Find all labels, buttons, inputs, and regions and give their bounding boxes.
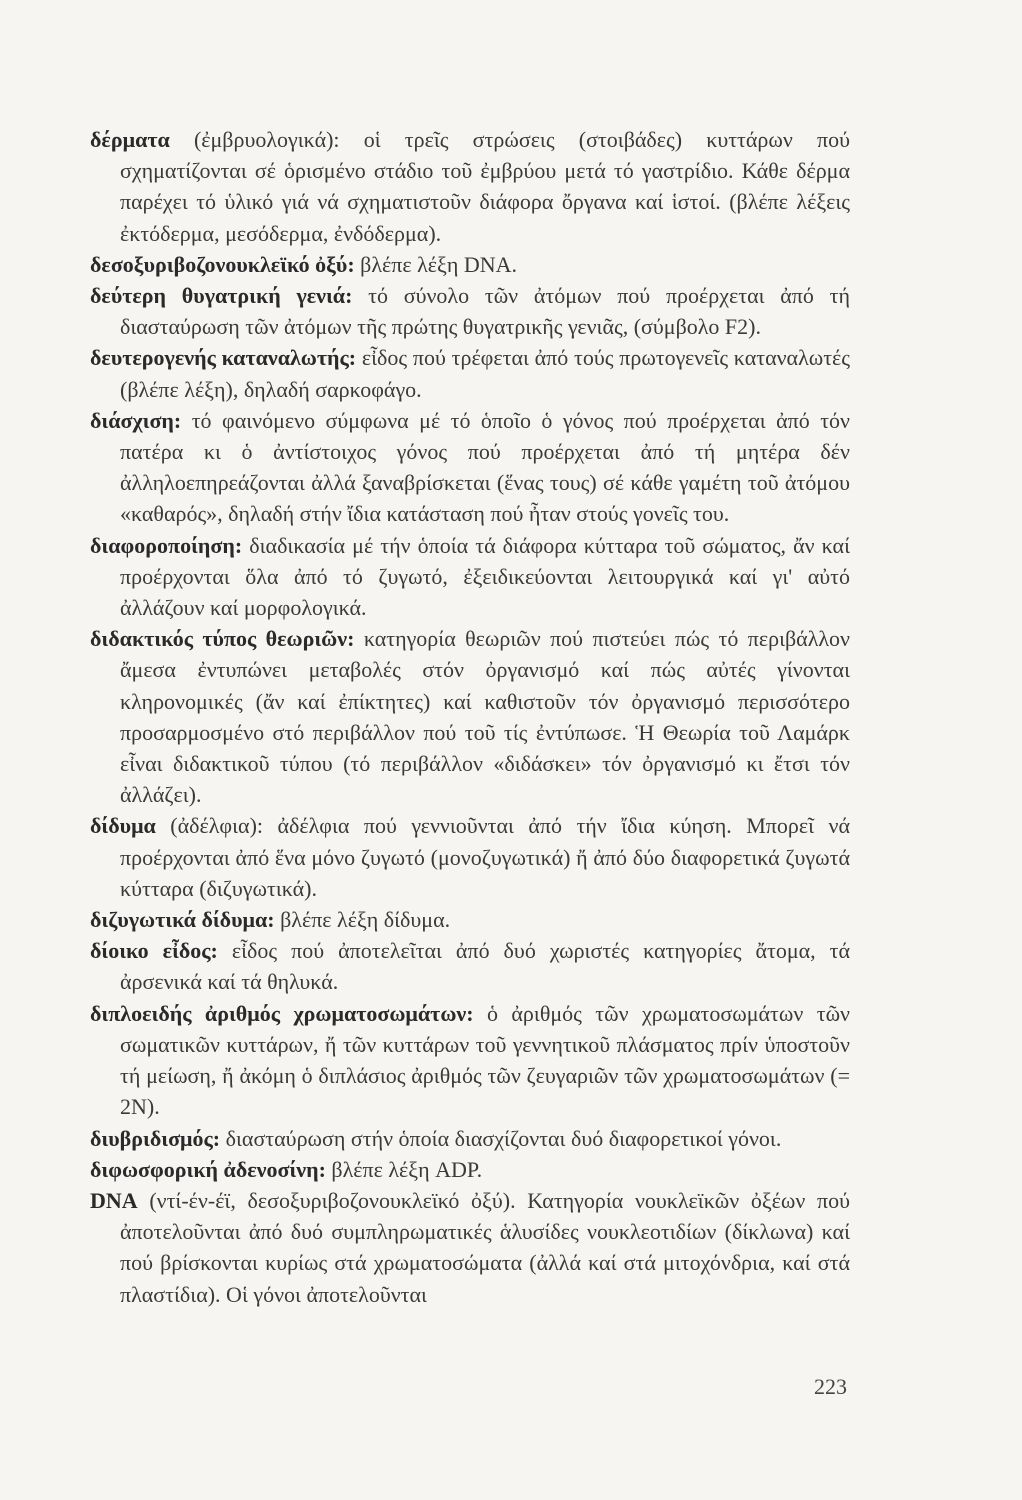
entry-definition: βλέπε λέξη δίδυμα. bbox=[274, 907, 451, 933]
entry-definition: εἶδος πού ἀποτελεῖται ἀπό δυό χωριστές κατηγορίες ἄτομα, τά ἀρσενικά καί τά θηλυκά. bbox=[120, 938, 850, 995]
glossary-entry bbox=[90, 280, 850, 342]
entry-definition: ὁ ἀριθμός τῶν χρωματοσωμάτων τῶν σωματικῶν κυττάρων, ἤ τῶν κυττάρων τοῦ γεννητικοῦ πλάσματος πρίν ὑποστοῦν τή μείωση, ἤ ἀκόμη ὁ διπλάσιος ἀριθμός τῶν ζευγαριῶν τῶν χρωματοσωμάτων (= 2N). bbox=[120, 1000, 850, 1120]
entry-term: δεσοξυριβοζονουκλεϊκό ὀξύ: bbox=[90, 251, 355, 277]
entry-term: DNA bbox=[90, 1187, 138, 1213]
entry-term: διυβριδισμός: bbox=[90, 1125, 221, 1151]
entry-definition: διασταύρωση στήν ὁποία διασχίζονται δυό διαφορετικοί γόνοι. bbox=[220, 1125, 782, 1151]
entry-definition: (ἀδέλφια): ἀδέλφια πού γεννιοῦνται ἀπό τήν ἴδια κύηση. Μπορεῖ νά προέρχονται ἀπό ἕνα μόνο ζυγωτό (μονοζυγωτικά) ἤ ἀπό δύο διαφορετικά ζυγωτά κύτταρα (διζυγωτικά). bbox=[120, 813, 850, 901]
glossary-list bbox=[90, 124, 850, 1310]
entry-definition: τό σύνολο τῶν ἀτόμων πού προέρχεται ἀπό τή διασταύρωση τῶν ἀτόμων τῆς πρώτης θυγατρικῆς γενιᾶς, (σύμβολο F2). bbox=[120, 283, 851, 340]
entry-term: διπλοειδής ἀριθμός χρωματοσωμάτων: bbox=[90, 1000, 474, 1026]
entry-definition: (ἐμβρυολογικά): οἱ τρεῖς στρώσεις (στοιβάδες) κυττάρων πού σχηματίζονται σέ ὁρισμένο στάδιο τοῦ ἐμβρύου μετά τό γαστρίδιο. Κάθε δέρμα παρέχει τό ὑλικό γιά νά σχηματιστοῦν διάφορα ὄργανα καί ἱστοί. (βλέπε λέξεις ἐκτόδερμα, μεσόδερμα, ἐνδόδερμα). bbox=[120, 127, 850, 246]
entry-term: διάσχιση: bbox=[90, 407, 182, 433]
glossary-entry bbox=[90, 810, 850, 904]
glossary-entry bbox=[90, 904, 850, 935]
entry-term: δίδυμα bbox=[90, 813, 156, 839]
entry-definition: κατηγορία θεωριῶν πού πιστεύει πώς τό περιβάλλον ἄμεσα ἐντυπώνει μεταβολές στόν ὀργανισμό καί πώς αὐτές γίνονται κληρονομικές (ἄν καί ἐπίκτητες) καί καθιστοῦν τόν ὀργανισμό περισσότερο προσαρμοσμένο στό περιβάλλον πού τοῦ τίς ἐντύπωσε. Ἡ Θεωρία τοῦ Λαμάρκ εἶναι διδακτικοῦ τύπου (τό περιβάλλον «διδάσκει» τόν ὀργανισμό κι ἔτσι τόν ἀλλάζει). bbox=[120, 626, 850, 808]
entry-definition: βλέπε λέξη DNA. bbox=[354, 251, 517, 277]
glossary-entry bbox=[90, 998, 850, 1123]
entry-term: δεύτερη θυγατρική γενιά: bbox=[90, 283, 353, 309]
glossary-entry bbox=[90, 623, 850, 810]
entry-definition: διαδικασία μέ τήν ὁποία τά διάφορα κύτταρα τοῦ σώματος, ἄν καί προέρχονται ὅλα ἀπό τό ζυγωτό, ἐξειδικεύονται λειτουργικά καί γι' αὐτό ἀλλάζουν καί μορφολογικά. bbox=[120, 532, 850, 621]
entry-term: δίοικο εἶδος: bbox=[90, 938, 218, 964]
glossary-entry bbox=[90, 530, 850, 624]
glossary-entry bbox=[90, 1185, 850, 1310]
entry-definition: τό φαινόμενο σύμφωνα μέ τό ὁποῖο ὁ γόνος πού προέρχεται ἀπό τόν πατέρα κι ὁ ἀντίστοιχος γόνος πού προέρχεται ἀπό τή μητέρα δέν ἀλληλοεπηρεάζονται ἀλλά ξαναβρίσκεται (ἕνας τους) σέ κάθε γαμέτη τοῦ ἀτόμου «καθαρός», δηλαδή στήν ἴδια κατάσταση πού ἦταν στούς γονεῖς του. bbox=[120, 407, 850, 527]
entry-term: διφωσφορική ἀδενοσίνη: bbox=[90, 1156, 326, 1182]
glossary-entry bbox=[90, 1154, 850, 1185]
entry-term: διδακτικός τύπος θεωριῶν: bbox=[90, 626, 355, 652]
glossary-entry bbox=[90, 342, 850, 404]
entry-term: διζυγωτικά δίδυμα: bbox=[90, 907, 275, 933]
entry-term: δευτερογενής καταναλωτής: bbox=[90, 345, 357, 371]
entry-term: δέρματα bbox=[90, 127, 170, 152]
entry-definition: εἶδος πού τρέφεται ἀπό τούς πρωτογενεῖς καταναλωτές (βλέπε λέξη), δηλαδή σαρκοφάγο. bbox=[120, 345, 851, 402]
glossary-entry bbox=[90, 935, 850, 997]
entry-definition: (ντί-έν-έϊ, δεσοξυριβοζονουκλεϊκό ὀξύ). Κατηγορία νουκλεϊκῶν ὀξέων πού ἀποτελοῦνται ἀπό δυό συμπληρωματικές ἁλυσίδες νουκλεοτιδίων (δίκλωνα) καί πού βρίσκονται κυρίως στά χρωματοσώματα (ἀλλά καί στά μιτοχόνδρια, καί στά πλαστίδια). Οἱ γόνοι ἀποτελοῦνται bbox=[120, 1187, 850, 1307]
glossary-entry bbox=[90, 124, 850, 249]
page-number: 223 bbox=[814, 1374, 847, 1399]
glossary-entry bbox=[90, 249, 850, 280]
glossary-entry bbox=[90, 1123, 850, 1154]
entry-definition: βλέπε λέξη ADP. bbox=[325, 1156, 483, 1182]
glossary-entry bbox=[90, 405, 850, 530]
entry-term: διαφοροποίηση: bbox=[90, 532, 243, 558]
